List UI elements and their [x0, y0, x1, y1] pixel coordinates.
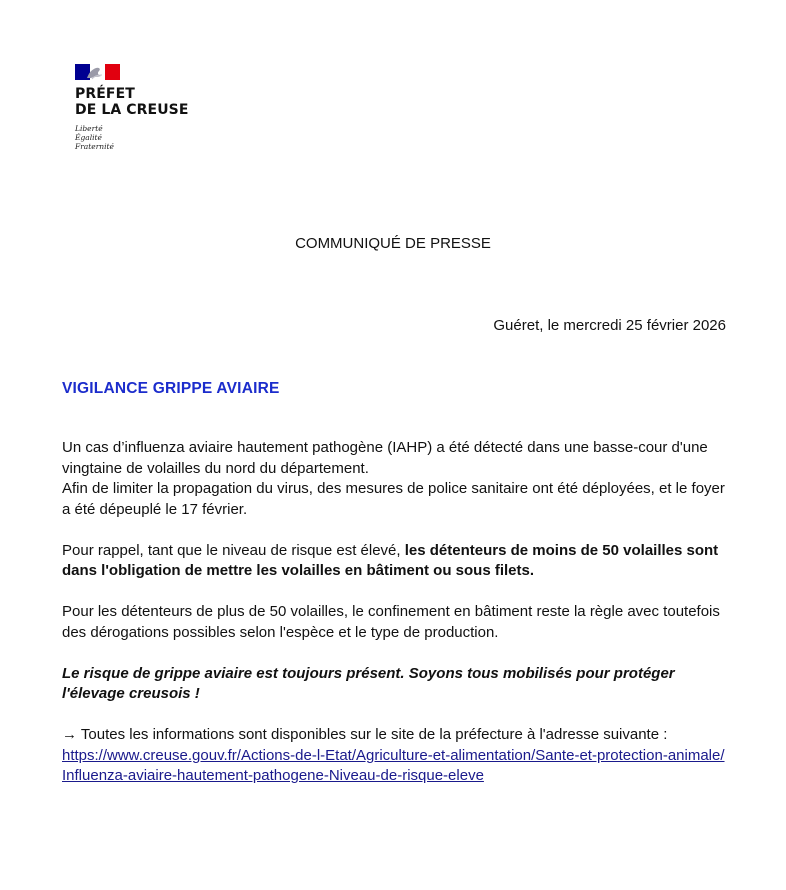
motto-liberte: Liberté: [75, 124, 103, 133]
prefecture-logo: [75, 64, 215, 151]
headline: VIGILANCE GRIPPE AVIAIRE: [62, 380, 280, 397]
paragraph-detection: Un cas d’influenza aviaire hautement pathogène (IAHP) a été détecté dans une basse-cour d'une vingtaine de volailles du nord du département.: [62, 439, 708, 477]
marianne-flag-icon: [75, 64, 120, 80]
reminder-intro: Pour rappel, tant que le niveau de risque est élevé,: [62, 541, 405, 559]
republic-motto: [75, 124, 215, 151]
place-date: Guéret, le mercredi 25 février 2026: [493, 317, 726, 334]
paragraph-info: → Toutes les informations sont disponibles sur le site de la préfecture à l'adresse suivante :: [62, 726, 668, 743]
document-type: COMMUNIQUÉ DE PRESSE: [295, 235, 491, 252]
paragraph-measures: Afin de limiter la propagation du virus, des mesures de police sanitaire ont été déployées, et le foyer a été dépeuplé le 17 février.: [62, 480, 725, 518]
paragraph-large-holders: Pour les détenteurs de plus de 50 volailles, le confinement en bâtiment reste la règle avec toutefois des dérogations possibles selon l'espèce et le type de production.: [62, 603, 720, 641]
motto-egalite: Égalité: [75, 133, 102, 142]
paragraph-mobilisation: Le risque de grippe aviaire est toujours présent. Soyons tous mobilisés pour protéger l'élevage creusois !: [62, 664, 675, 702]
reminder-obligation: les détenteurs de moins de 50 volailles sont dans l'obligation de mettre les volailles en bâtiment ou sous filets.: [62, 541, 719, 579]
info-link[interactable]: https://www.creuse.gouv.fr/Actions-de-l-Etat/Agriculture-et-alimentation/Sante-et-protection-animale/Influenza-aviaire-hautement-pathogene-Niveau-de-risque-eleve: [62, 746, 725, 784]
press-release-body: [62, 438, 727, 787]
paragraph-reminder: [62, 541, 727, 582]
institution-name: [75, 86, 215, 118]
motto-fraternite: Fraternité: [75, 142, 114, 151]
institution-line-1: PRÉFET: [75, 86, 135, 102]
institution-line-2: DE LA CREUSE: [75, 102, 189, 118]
